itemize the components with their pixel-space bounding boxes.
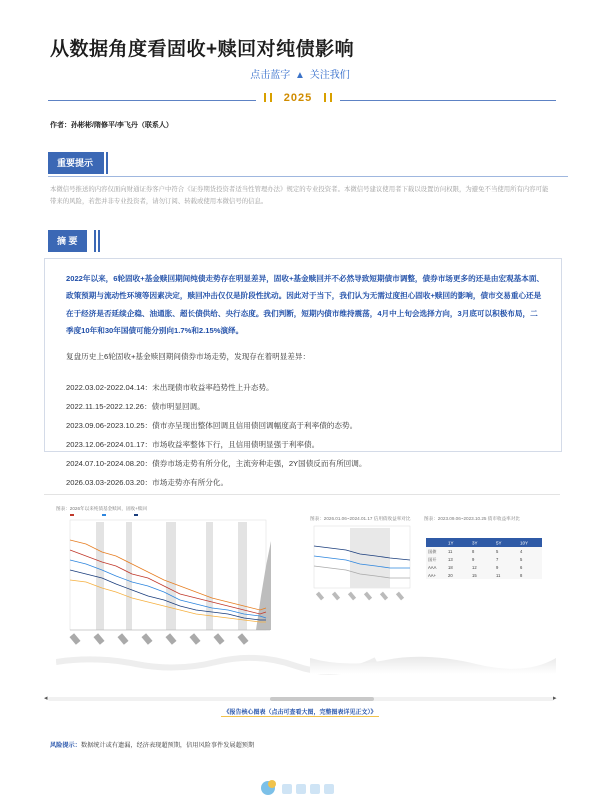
summary-highlight: 2022年以来，6轮固收+基金赎回期间纯债走势存在明显差异，固收+基金赎回并不必然导致短期债市调整，债券市场更多的还是由宏观基本面、政策预期与流动性环境等因素决定，赎回冲击仅仅是阶段性扰动。因此对于当下，我们认为无需过度担心固收+赎回的影响，债市交易重心还是在于经济是否延续企稳、油通胀、超长债供给、央行态度。我们判断，短期内债市维持震荡，4月中上旬会选择方向，3月底可以积极布局，二季度10年和30年国债可能分别向1.7%和2.15%演绎。 <box>66 274 545 336</box>
table-cell: 13 <box>448 557 453 562</box>
period-item: 2024.07.10-2024.08.20：债券市场走势有所分化，主流旁种走强，2Y国债反而有所回调。 <box>66 459 367 468</box>
gallery-caption-text[interactable]: 《报告核心图表（点击可查看大图，完整图表详见正文）》 <box>221 707 378 717</box>
table-cell: 9 <box>472 557 475 562</box>
chart3-table <box>424 516 550 596</box>
table-cell: 11 <box>496 573 501 578</box>
period-item: 2023.09.06-2023.10.25：债市亦呈现出整体回调且信用债回调幅度高于利率债的态势。 <box>66 421 358 430</box>
gallery-chart-1[interactable] <box>56 506 288 662</box>
gallery-chart-3[interactable] <box>424 516 550 596</box>
table-cell: 20 <box>448 573 453 578</box>
table-cell: AA+ <box>428 573 437 578</box>
period-item: 2022.11.15-2022.12.26：债市明显回调。 <box>66 402 205 411</box>
chart1-graphic <box>56 506 288 662</box>
table-header-cell: 10Y <box>520 540 529 546</box>
gallery-caption[interactable] <box>0 707 600 717</box>
follow-left-text[interactable]: 点击蓝字 <box>250 70 291 81</box>
summary-heading-tag <box>48 230 108 252</box>
year-text: 2025 <box>283 92 313 104</box>
summary-intro: 复盘历史上6轮固收+基金赎回期间债券市场走势，发现存在着明显差异： <box>66 352 311 361</box>
scroll-right-arrow[interactable]: ▸ <box>553 695 557 702</box>
table-cell: 12 <box>472 565 477 570</box>
table-cell: 6 <box>520 565 523 570</box>
table-cell: 国债 <box>428 549 437 554</box>
risk-notice <box>50 740 254 749</box>
footer-logo <box>258 776 344 800</box>
notice-heading: 重要提示 <box>48 152 102 174</box>
person-icon: ▲ <box>295 70 305 81</box>
chart-reflection <box>56 654 556 688</box>
table-cell: 4 <box>520 549 523 554</box>
table-header-cell: 5Y <box>496 540 502 546</box>
author-line: 作者：孙彬彬/隋修平/李飞丹（联系人） <box>50 122 173 129</box>
table-header-cell: 1Y <box>448 540 454 546</box>
chart2-title: 图表：2026.01.06~2024.01.17 信用债收益率对比 <box>310 516 411 521</box>
table-cell: 国开 <box>428 557 437 562</box>
table-cell: 11 <box>448 549 453 554</box>
chart3-title: 图表：2023.09.06~2023.10.25 债市收益率对比 <box>424 516 520 521</box>
period-item: 2022.03.02-2022.04.14：未出现债市收益率趋势性上升态势。 <box>66 383 274 392</box>
follow-prompt[interactable] <box>0 66 600 81</box>
table-cell: 8 <box>472 549 475 554</box>
table-cell: 7 <box>496 557 499 562</box>
table-cell: 15 <box>472 573 477 578</box>
notice-heading-tag <box>48 152 108 174</box>
article-title: 从数据角度看固收+赎回对纯债影响 <box>50 39 355 60</box>
period-item: 2023.12.06-2024.01.17：市场收益率整体下行，且信用债明显强于利率债。 <box>66 440 320 449</box>
chart2-graphic <box>310 516 416 626</box>
scroll-left-arrow[interactable]: ◂ <box>44 695 48 702</box>
table-header-cell: 3Y <box>472 540 478 546</box>
table-cell: AAA <box>428 565 437 570</box>
notice-body: 本微信号推送的内容仅面向财通证券客户中符合《证券期货投资者适当性管理办法》规定的专业投资者。本微信号建议使用者下载以设置访问权限，为避免不当使用所有内容可能带来的风险，若您并非专业投资者，请勿订阅、转载或使用本微信号的信息。 <box>50 186 549 205</box>
chart1-title: 图表：2026年以来纯债基金赎回，固收+赎回 <box>56 506 147 511</box>
table-cell: 5 <box>496 549 499 554</box>
gallery-chart-2[interactable] <box>310 516 416 626</box>
risk-text: 数据统计或有遗漏，经济表现超预期，信用风险事件发展超预期 <box>80 742 255 749</box>
follow-right-text[interactable]: 关注我们 <box>309 70 350 81</box>
table-cell: 8 <box>520 573 523 578</box>
summary-heading: 摘 要 <box>48 230 87 252</box>
table-cell: 5 <box>520 557 523 562</box>
table-cell: 18 <box>448 565 453 570</box>
table-cell: 9 <box>496 565 499 570</box>
period-item: 2026.03.03-2026.03.20：市场走势亦有所分化。 <box>66 478 229 487</box>
gallery-scroll-thumb[interactable] <box>270 697 374 701</box>
risk-label: 风险提示： <box>50 742 81 749</box>
year-badge <box>256 92 340 108</box>
